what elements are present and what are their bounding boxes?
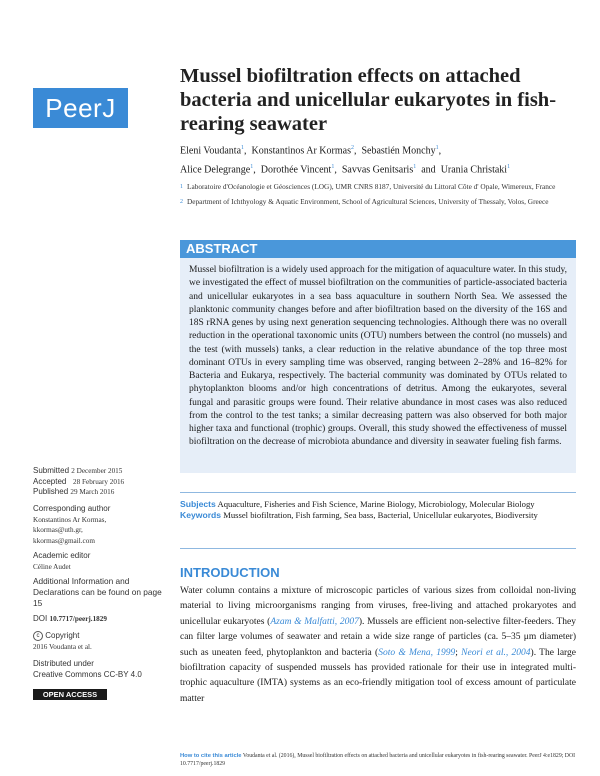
doi-block: [33, 614, 163, 625]
abstract-box: [180, 258, 576, 473]
affiliations: [180, 182, 580, 211]
intro-text-part: Water column contains a mixture of microscopic particles of various sizes from colloidal non-living material to living microorganisms ranging from viruses, free-living and attached prokaryotes and unicellular eukaryotes (: [180, 586, 576, 627]
editor-label: Academic editor: [33, 551, 91, 560]
affiliation-text: Laboratoire d'Océanologie et Géosciences (LOG), UMR CNRS 8187, Université du Littoral Côte d' Opale, Wimereux, France: [187, 182, 556, 191]
article-title: Mussel biofiltration effects on attached bacteria and unicellular eukaryotes in fish-rearing seawater: [180, 65, 557, 135]
additional-info[interactable]: Additional Information and Declarations can be found on page 15: [33, 576, 162, 608]
author-name[interactable]: Savvas Genitsaris: [341, 164, 414, 176]
author-sup: 2: [350, 145, 354, 151]
affiliation-number: 2: [180, 198, 183, 205]
license-block: [33, 659, 163, 680]
affiliation-text: Department of Ichthyology & Aquatic Environment, School of Agricultural Sciences, University of Thessaly, Volos, Greece: [187, 196, 549, 206]
corresponding-label: Corresponding author: [33, 504, 111, 513]
introduction-heading: INTRODUCTION: [180, 565, 280, 580]
copyright-block: [33, 631, 163, 652]
affiliation-number: 1: [180, 184, 183, 190]
how-to-cite-label: How to cite this article: [180, 753, 242, 759]
author-and: and: [421, 164, 436, 176]
author-name[interactable]: Dorothée Vincent: [260, 164, 332, 176]
license-link[interactable]: Creative Commons CC-BY 4.0: [33, 669, 142, 679]
license-line: Distributed under: [33, 659, 94, 668]
intro-text-part: ). Mussels are efficient non-selective filter-feeders. They can filter large volumes of seawater and retain a wide size range of particles (ca. 5–35 μm diameter) such as uneaten feed, phytoplankton and bacteria (: [180, 616, 576, 658]
doi-link[interactable]: 10.7717/peerj.1829: [49, 615, 107, 623]
author-list: [180, 140, 580, 179]
author-line-1: Eleni Voudanta$^1$, Konstantinos Ar Kormas$^2$, Sebastién Monchy$^1$,: [180, 145, 442, 157]
copyright-icon: c: [33, 631, 43, 641]
published-label: Published: [33, 487, 69, 496]
accepted-date: 28 February 2016: [73, 477, 125, 486]
citation-link[interactable]: Neori et al., 2004: [461, 647, 531, 658]
copyright-text: 2016 Voudanta et al.: [33, 642, 92, 651]
subjects-label: Subjects: [180, 499, 216, 509]
intro-text-part: ;: [455, 647, 462, 658]
author-sup: 1: [331, 164, 335, 171]
copyright-label: Copyright: [45, 631, 80, 641]
introduction-text: [180, 584, 576, 707]
affiliation: [180, 197, 580, 208]
citation-link[interactable]: Azam & Malfatti, 2007: [270, 616, 359, 627]
author-name[interactable]: Konstantinos Ar Kormas: [251, 145, 351, 157]
author-name[interactable]: Eleni Voudanta: [180, 145, 242, 157]
author-line-2: Alice Delegrange$^1$, Dorothée Vincent$^1$, Savvas Genitsaris$^1$ and Urania Christaki$^1$: [180, 164, 511, 176]
open-access-badge: OPEN ACCESS: [33, 689, 107, 700]
keywords-text: Mussel biofiltration, Fish farming, Sea bass, Bacterial, Unicellular eukaryotes, Biodiversity: [223, 510, 538, 520]
subjects-text: Aquaculture, Fisheries and Fish Science, Marine Biology, Microbiology, Molecular Biology: [217, 499, 535, 509]
peerj-logo: PeerJ: [33, 88, 128, 128]
submitted-label: Submitted: [33, 466, 70, 475]
corresponding-email[interactable]: kkormas@gmail.com: [33, 536, 95, 545]
citation-link[interactable]: Soto & Mena, 1999: [378, 647, 456, 658]
corresponding-name: Konstantinos Ar Kormas,: [33, 515, 107, 524]
editor-name: Céline Audet: [33, 562, 71, 571]
author-sup: 1: [241, 145, 245, 151]
citation-footer: [180, 752, 580, 768]
affiliation: [180, 182, 580, 193]
doi-label: DOI: [33, 614, 48, 623]
author-sup: 1: [250, 164, 254, 171]
submitted-date: 2 December 2015: [71, 467, 123, 475]
author-sup: 1: [435, 145, 439, 151]
author-sup: 1: [507, 164, 511, 171]
accepted-label: Accepted: [33, 476, 67, 486]
author-name[interactable]: Urania Christaki: [440, 164, 508, 176]
author-name[interactable]: Sebastién Monchy: [361, 145, 436, 157]
divider: [180, 548, 576, 549]
intro-text-part: ). The large biofiltration capacity of suspended mussels has provided rationale for their use in integrated multi-trophic aquaculture (IMTA) systems as an eco-friendly mitigation tool of excess amount of particulate matter: [180, 647, 577, 704]
author-sup: 1: [413, 164, 417, 171]
abstract-heading: ABSTRACT: [180, 240, 576, 258]
corresponding-email[interactable]: kkormas@uth.gr,: [33, 526, 83, 534]
author-name[interactable]: Alice Delegrange: [180, 164, 251, 176]
corresponding-block: [33, 504, 163, 546]
how-to-cite-text: Voudanta et al. (2016), Mussel biofiltration effects on attached bacteria and unicellular eukaryotes in fish-rearing seawater. PeerJ 4:e1829; DOI 10.7717/peerj.1829: [180, 753, 576, 767]
divider: [180, 492, 576, 493]
editor-block: [33, 551, 163, 572]
abstract-text: Mussel biofiltration is a widely used approach for the mitigation of aquaculture water. In this study, we investigated the effect of mussel biofiltration on the communities of particle-associated bacteria and unicellular eukaryotes in a sea bass aquaculture in southern North Sea. We assessed the planktonic community changes before and after biofiltration based on the diversity of the 16S and 18S rRNA genes by using next generation sequencing technologies. Although there was no overall reduction in the operational taxonomic units (OTU) numbers between the control (no mussels) and the test (with mussels) tanks, a clear reduction in the relative abundance of the top three most dominant OTUs in every sampling time was observed, ranging between 2–28% and 16–82% for Bacteria and Eukarya, respectively. The bacterial community was dominated by OTUs related to phytoplankton blooms and/or high concentrations of detritus. Among the eukaryotes, several fungal and parasitic groups were found. Their relative abundance in most cases was also reduced from the control to the test tanks; a similar decreasing pattern was also observed for both major higher taxa and functional (trophic) groups. Overall, this study showed the effectiveness of mussel biofiltration on the decrease of microbiota abundance and diversity in seawater fueling fish farms.: [189, 265, 567, 448]
keywords-label: Keywords: [180, 510, 222, 520]
dates-block: [33, 466, 163, 498]
subjects-keywords: [180, 499, 576, 521]
published-date: 29 March 2016: [70, 488, 115, 496]
